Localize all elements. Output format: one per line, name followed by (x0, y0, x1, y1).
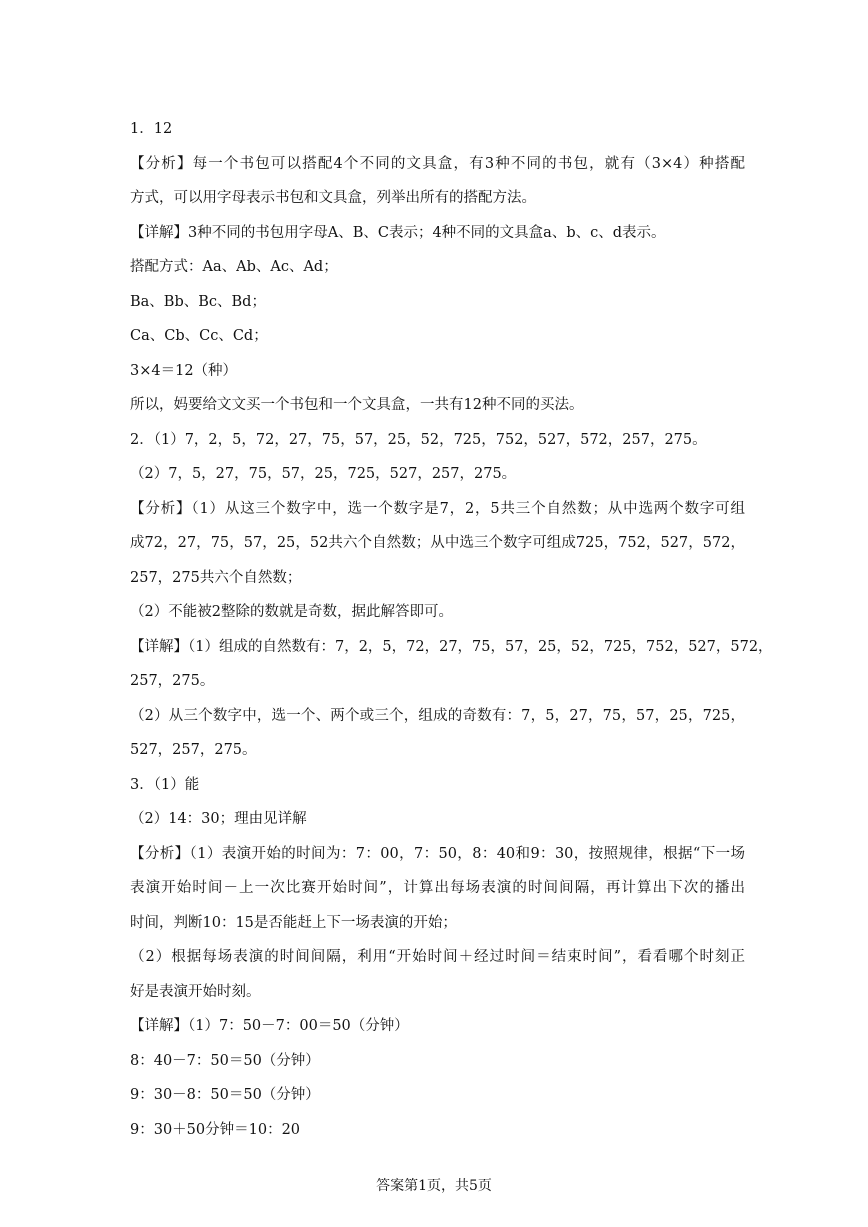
detail-line: 搭配方式：Aa、Ab、Ac、Ad； (130, 259, 338, 275)
analysis-line: 257，275共六个自然数； (130, 569, 302, 586)
detail-line: 【详解】3种不同的书包用字母A、B、C表示；4种不同的文具盒a、b、c、d表示。 (130, 224, 666, 241)
analysis-line: （2）不能被2整除的数就是奇数，据此解答即可。 (130, 604, 453, 620)
answer-line: （2）14：30；理由见详解 (130, 811, 307, 827)
detail-line: 527，257，275。 (130, 742, 257, 758)
detail-line: 8：40－7：50＝50（分钟） (130, 1052, 320, 1069)
detail-line: 9：30＋50分钟＝10：20 (130, 1121, 301, 1138)
detail-line: Ca、Cb、Cc、Cd； (130, 328, 268, 344)
analysis-line: 好是表演开始时刻。 (130, 983, 261, 1000)
detail-line: （2）从三个数字中，选一个、两个或三个，组成的奇数有：7，5，27，75，57，25，725， (130, 707, 745, 724)
analysis-line: 成72，27，75，57，25，52共六个自然数；从中选三个数字可组成725，752，527，572， (130, 535, 745, 551)
analysis-line: 表演开始时间－上一次比赛开始时间”，计算出每场表演的时间间隔，再计算出下次的播出 (130, 880, 745, 896)
detail-line: 9：30－8：50＝50（分钟） (130, 1087, 320, 1103)
answer-line-2-title: 2．（1）7，2，5，72，27，75，57，25，52，725，752，527，572，257，275。 (130, 431, 707, 448)
analysis-line: 【分析】（1）从这三个数字中，选一个数字是7，2，5共三个自然数；从中选两个数字可组 (130, 500, 745, 517)
analysis-line: 【分析】每一个书包可以搭配4个不同的文具盒，有3种不同的书包，就有（3×4）种搭配 (130, 155, 745, 172)
detail-line: Ba、Bb、Bc、Bd； (130, 293, 266, 310)
analysis-line: 方式，可以用字母表示书包和文具盒，列举出所有的搭配方法。 (130, 190, 536, 206)
detail-line: 【详解】（1）7：50－7：00＝50（分钟） (130, 1018, 409, 1034)
page-footer: 答案第1页，共5页 (376, 1178, 492, 1194)
detail-line: 257，275。 (130, 673, 215, 689)
conclusion-line: 所以，妈要给文文买一个书包和一个文具盒，一共有12种不同的买法。 (130, 397, 584, 413)
detail-line: 【详解】（1）组成的自然数有：7，2，5，72，27，75，57，25，52，725，752，527，572， (130, 638, 773, 655)
answer-line-3-title: 3．（1）能 (130, 776, 200, 793)
answer-line-1-title: 1．12 (130, 121, 173, 137)
analysis-line: （2）根据每场表演的时间间隔，利用“开始时间＋经过时间＝结束时间”，看看哪个时刻正 (130, 949, 745, 965)
analysis-line: 【分析】（1）表演开始的时间为：7：00，7：50，8：40和9：30，按照规律，根据“下一场 (130, 845, 745, 862)
analysis-line: 时间，判断10：15是否能赶上下一场表演的开始； (130, 914, 457, 931)
answer-line: （2）7，5，27，75，57，25，725，527，257，275。 (130, 466, 517, 482)
answer-content (130, 112, 773, 1147)
detail-line: 3×4＝12（种） (130, 362, 238, 379)
